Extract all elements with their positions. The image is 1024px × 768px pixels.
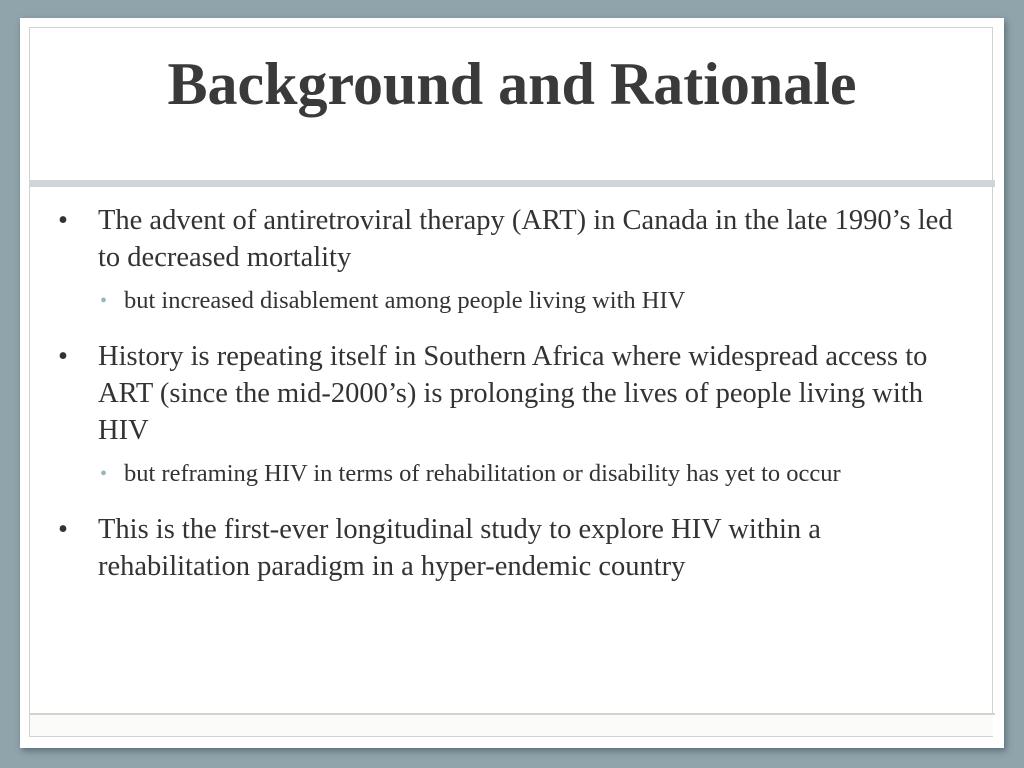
sub-bullet-item [58,284,978,318]
sub-bullet-item [58,457,978,491]
bullet-item [58,338,978,449]
bullet-icon: • [58,341,68,372]
sub-bullet-text: but increased disablement among people living with HIV [124,287,686,314]
bullet-item [58,202,978,276]
bullet-text: History is repeating itself in Southern Africa where widespread access to ART (since the mid-2000’s) is prolonging the lives of people living with HIV [98,341,928,446]
bullet-text: This is the first-ever longitudinal study to explore HIV within a rehabilitation paradigm in a hyper-endemic country [98,514,821,582]
bullet-list [58,202,978,593]
bullet-text: The advent of antiretroviral therapy (ART) in Canada in the late 1990’s led to decreased mortality [98,205,953,273]
slide-title: Background and Rationale [167,51,857,117]
bullet-icon: • [58,205,68,236]
sub-bullet-icon: • [100,290,108,312]
title-divider [29,180,995,187]
bullet-icon: • [58,514,68,545]
bullet-item [58,511,978,585]
sub-bullet-icon: • [100,463,108,485]
sub-bullet-text: but reframing HIV in terms of rehabilitation or disability has yet to occur [124,460,841,487]
slide-footer [30,715,993,736]
